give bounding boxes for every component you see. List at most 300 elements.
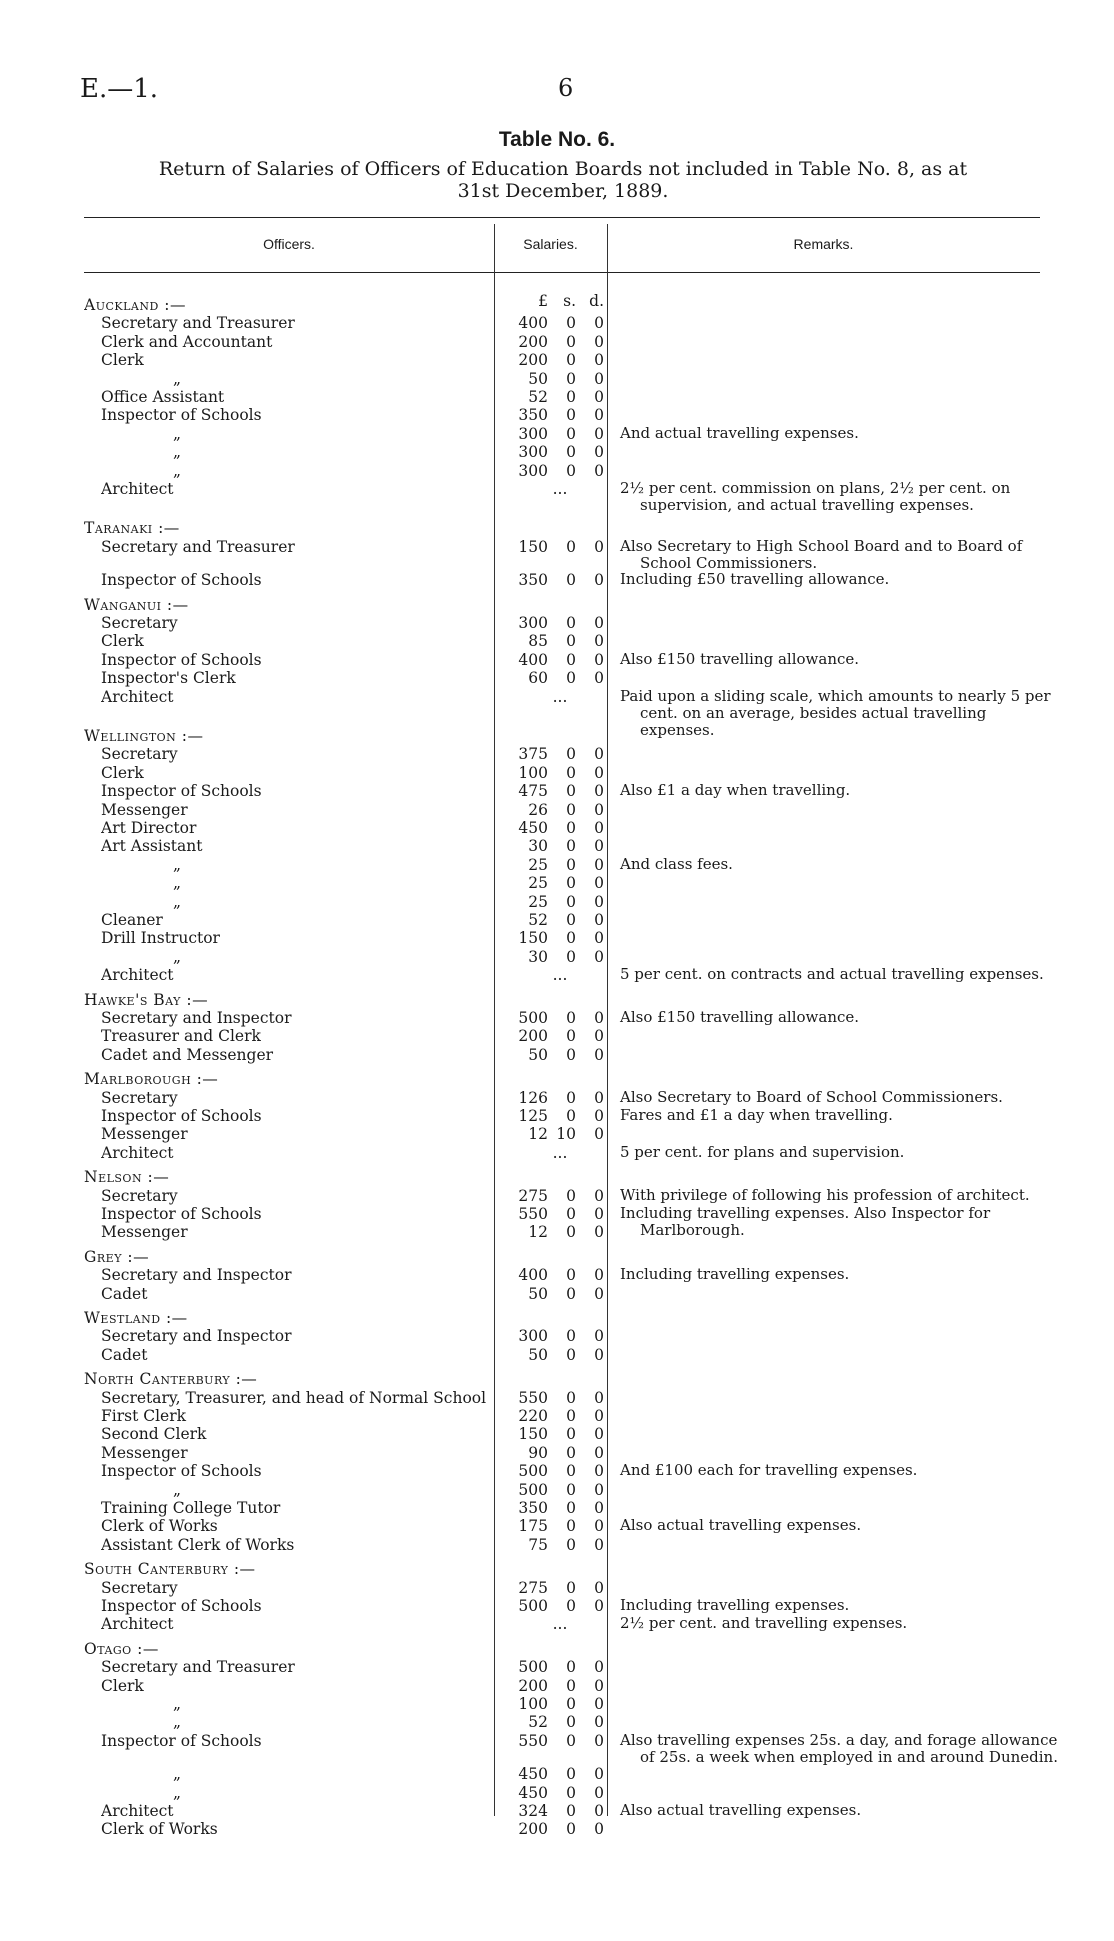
salary-pounds: 25 bbox=[528, 855, 548, 874]
salary-pounds: 450 bbox=[518, 1783, 548, 1802]
salary-pounds: 200 bbox=[518, 351, 548, 370]
column-header-remarks: Remarks. bbox=[793, 236, 854, 252]
salary-pounds: 275 bbox=[518, 1578, 548, 1597]
pence-header: d. bbox=[589, 292, 604, 310]
salary-pence: 0 bbox=[594, 1266, 604, 1285]
salary-pence: 0 bbox=[594, 1802, 604, 1820]
officer-title: Messenger bbox=[101, 1223, 188, 1242]
board-name: Auckland :— bbox=[84, 296, 186, 314]
salary-pounds: 375 bbox=[518, 745, 548, 764]
board-name: Wellington :— bbox=[84, 727, 204, 745]
salary-pounds: 150 bbox=[518, 1425, 548, 1444]
salary-pence: 0 bbox=[594, 819, 604, 837]
salary-shillings: 0 bbox=[566, 1327, 576, 1346]
salary-pence: 0 bbox=[594, 1765, 604, 1784]
officer-title: Inspector of Schools bbox=[101, 1731, 262, 1750]
salary-pence: 0 bbox=[594, 1597, 604, 1615]
salary-pounds: 12 bbox=[528, 1125, 548, 1144]
officer-title: Secretary bbox=[101, 745, 178, 764]
salary-pence: 0 bbox=[594, 800, 604, 819]
salary-pence: 0 bbox=[594, 1027, 604, 1046]
salary-pence: 0 bbox=[594, 1388, 604, 1407]
salary-pence: 0 bbox=[594, 614, 604, 632]
salary-pence: 0 bbox=[594, 855, 604, 874]
board-name: Otago :— bbox=[84, 1639, 159, 1658]
salary-pence: 0 bbox=[594, 537, 604, 556]
officer-title: „ bbox=[173, 369, 182, 388]
salary-pence: 0 bbox=[594, 571, 604, 590]
officer-title: Drill Instructor bbox=[101, 929, 220, 948]
officer-title: Art Director bbox=[101, 819, 197, 837]
officer-title: Inspector of Schools bbox=[101, 1205, 262, 1223]
salary-pounds: 200 bbox=[518, 1820, 548, 1839]
page-header bbox=[80, 74, 1040, 104]
salary-shillings: 0 bbox=[566, 443, 576, 462]
salary-pence: 0 bbox=[594, 650, 604, 669]
salary-shillings: 0 bbox=[566, 837, 576, 856]
salary-shillings: 10 bbox=[556, 1125, 576, 1144]
salary-pence: 0 bbox=[594, 351, 604, 370]
salary-shillings: 0 bbox=[566, 874, 576, 893]
salary-pounds: 220 bbox=[518, 1407, 548, 1425]
salary-shillings: 0 bbox=[566, 1578, 576, 1597]
title-line-1: Return of Salaries of Officers of Education Boards not included in Table No. 8, as at bbox=[158, 158, 968, 180]
remark-text: Paid upon a sliding scale, which amounts to nearly 5 per cent. on an average, besides actual travelling expenses. bbox=[620, 686, 1051, 739]
salary-pounds: 300 bbox=[518, 424, 548, 443]
salary-shillings: 0 bbox=[566, 1695, 576, 1713]
officer-title: „ bbox=[173, 461, 182, 480]
board-name: Marlborough :— bbox=[84, 1070, 219, 1089]
salary-pounds: 25 bbox=[528, 892, 548, 911]
salary-pounds: 50 bbox=[528, 1345, 548, 1364]
officer-title: „ bbox=[173, 1695, 182, 1713]
officer-title: „ bbox=[173, 1713, 182, 1732]
officer-title: First Clerk bbox=[101, 1407, 187, 1425]
document-code: E.—1. bbox=[80, 74, 159, 104]
column-divider-2 bbox=[607, 224, 608, 1816]
salary-shillings: 0 bbox=[566, 1820, 576, 1839]
shillings-header: s. bbox=[563, 292, 576, 310]
officer-title: Inspector of Schools bbox=[101, 1462, 262, 1481]
officer-title: Secretary bbox=[101, 1186, 178, 1205]
salary-pence: 0 bbox=[594, 911, 604, 929]
salary-pounds: 52 bbox=[528, 388, 548, 406]
officer-title: Secretary and Treasurer bbox=[101, 537, 295, 556]
table-title bbox=[86, 158, 1040, 202]
salary-pence: 0 bbox=[594, 1820, 604, 1839]
officer-title: Clerk of Works bbox=[101, 1820, 218, 1839]
officer-title: „ bbox=[173, 1765, 182, 1784]
salary-pounds: 175 bbox=[518, 1517, 548, 1536]
officer-title: Treasurer and Clerk bbox=[101, 1027, 261, 1046]
salary-shillings: 0 bbox=[566, 1088, 576, 1107]
salary-shillings: 0 bbox=[566, 1205, 576, 1223]
officer-title: Secretary bbox=[101, 1088, 178, 1107]
officer-title: Secretary and Inspector bbox=[101, 1327, 292, 1346]
salary-pounds: 500 bbox=[518, 1658, 548, 1677]
salary-shillings: 0 bbox=[566, 1462, 576, 1481]
salary-shillings: 0 bbox=[566, 571, 576, 590]
salary-pence: 0 bbox=[594, 745, 604, 764]
salary-pence: 0 bbox=[594, 1009, 604, 1027]
officer-title: „ bbox=[173, 874, 182, 893]
salary-shillings: 0 bbox=[566, 650, 576, 669]
salary-pounds: 60 bbox=[528, 669, 548, 688]
title-line-2: 31st December, 1889. bbox=[457, 180, 669, 202]
salary-pounds: 50 bbox=[528, 1045, 548, 1064]
officer-title: Secretary and Inspector bbox=[101, 1266, 292, 1285]
salary-pence: 0 bbox=[594, 1205, 604, 1223]
officer-title: „ bbox=[173, 892, 182, 911]
salary-pounds: 450 bbox=[518, 819, 548, 837]
salary-not-stated: ... bbox=[552, 966, 568, 985]
salary-pence: 0 bbox=[594, 837, 604, 856]
salary-pence: 0 bbox=[594, 1499, 604, 1517]
officer-title: Secretary and Inspector bbox=[101, 1009, 292, 1027]
salary-pounds: 400 bbox=[518, 1266, 548, 1285]
salary-shillings: 0 bbox=[566, 800, 576, 819]
salary-shillings: 0 bbox=[566, 1731, 576, 1750]
salary-pounds: 150 bbox=[518, 537, 548, 556]
officer-title: Architect bbox=[101, 1143, 174, 1162]
salary-shillings: 0 bbox=[566, 1266, 576, 1285]
officer-title: „ bbox=[173, 855, 182, 874]
officer-title: Secretary bbox=[101, 614, 178, 632]
salary-pounds: 50 bbox=[528, 369, 548, 388]
officer-title: Inspector's Clerk bbox=[101, 669, 236, 688]
board-name: Wanganui :— bbox=[84, 595, 189, 614]
salary-pence: 0 bbox=[594, 1462, 604, 1481]
salary-shillings: 0 bbox=[566, 406, 576, 425]
salary-pence: 0 bbox=[594, 1045, 604, 1064]
officer-title: Clerk bbox=[101, 351, 144, 370]
salary-pounds: 400 bbox=[518, 650, 548, 669]
salary-pence: 0 bbox=[594, 406, 604, 425]
salary-shillings: 0 bbox=[566, 1499, 576, 1517]
salary-pence: 0 bbox=[594, 461, 604, 480]
remark-text: 2½ per cent. commission on plans, 2½ per cent. on supervision, and actual travelling expenses. bbox=[620, 479, 1011, 514]
salary-shillings: 0 bbox=[566, 1009, 576, 1027]
salary-shillings: 0 bbox=[566, 1517, 576, 1536]
salary-shillings: 0 bbox=[566, 1535, 576, 1554]
officer-title: Clerk bbox=[101, 1676, 144, 1695]
salary-pounds: 324 bbox=[518, 1802, 548, 1820]
remark-text: Fares and £1 a day when travelling. bbox=[620, 1106, 893, 1124]
salary-shillings: 0 bbox=[566, 1345, 576, 1364]
salary-pounds: 150 bbox=[518, 929, 548, 948]
salary-shillings: 0 bbox=[566, 632, 576, 651]
salary-shillings: 0 bbox=[566, 669, 576, 688]
officer-title: Inspector of Schools bbox=[101, 571, 262, 590]
salary-pounds: 85 bbox=[528, 632, 548, 651]
salary-shillings: 0 bbox=[566, 351, 576, 370]
salary-pence: 0 bbox=[594, 892, 604, 911]
salary-pounds: 26 bbox=[528, 800, 548, 819]
salary-pounds: 300 bbox=[518, 443, 548, 462]
officer-title: Architect bbox=[101, 1615, 174, 1634]
officer-title: Messenger bbox=[101, 1443, 188, 1462]
salary-pounds: 200 bbox=[518, 332, 548, 351]
salary-shillings: 0 bbox=[566, 1388, 576, 1407]
salary-pounds: 500 bbox=[518, 1462, 548, 1481]
salary-shillings: 0 bbox=[566, 1765, 576, 1784]
officer-title: „ bbox=[173, 1783, 182, 1802]
officer-title: Training College Tutor bbox=[101, 1499, 281, 1517]
salary-pounds: 200 bbox=[518, 1676, 548, 1695]
salary-pence: 0 bbox=[594, 369, 604, 388]
officer-title: Second Clerk bbox=[101, 1425, 207, 1444]
salary-pounds: 100 bbox=[518, 763, 548, 782]
salary-shillings: 0 bbox=[566, 1658, 576, 1677]
officer-title: Architect bbox=[101, 966, 174, 985]
salary-pounds: 125 bbox=[518, 1107, 548, 1125]
salary-pounds: 300 bbox=[518, 1327, 548, 1346]
officer-title: Clerk of Works bbox=[101, 1517, 218, 1536]
officer-title: Architect bbox=[101, 480, 174, 498]
salary-not-stated: ... bbox=[552, 480, 568, 498]
salary-pounds: 300 bbox=[518, 461, 548, 480]
salary-shillings: 0 bbox=[566, 332, 576, 351]
board-name: South Canterbury :— bbox=[84, 1560, 256, 1579]
salary-pence: 0 bbox=[594, 1713, 604, 1732]
salary-shillings: 0 bbox=[566, 388, 576, 406]
salary-pence: 0 bbox=[594, 929, 604, 948]
remark-text: Including £50 travelling allowance. bbox=[620, 570, 890, 589]
board-name: North Canterbury :— bbox=[84, 1370, 258, 1389]
salary-pounds: 50 bbox=[528, 1284, 548, 1303]
officer-title: Architect bbox=[101, 1802, 174, 1820]
page-number: 6 bbox=[558, 74, 574, 102]
salary-shillings: 0 bbox=[566, 1676, 576, 1695]
salary-shillings: 0 bbox=[566, 1223, 576, 1242]
salary-pounds: 52 bbox=[528, 1713, 548, 1732]
salary-pounds: 30 bbox=[528, 837, 548, 856]
salary-pence: 0 bbox=[594, 1443, 604, 1462]
officer-title: Cadet bbox=[101, 1345, 148, 1364]
salary-pence: 0 bbox=[594, 1284, 604, 1303]
officer-title: Cadet and Messenger bbox=[101, 1045, 274, 1064]
officer-title: Inspector of Schools bbox=[101, 1107, 262, 1125]
officer-title: Secretary and Treasurer bbox=[101, 1658, 295, 1677]
salary-pence: 0 bbox=[594, 1658, 604, 1677]
salary-pounds: 550 bbox=[518, 1388, 548, 1407]
salary-pence: 0 bbox=[594, 1425, 604, 1444]
salary-pounds: 450 bbox=[518, 1765, 548, 1784]
officer-title: „ bbox=[173, 443, 182, 462]
salary-pounds: 350 bbox=[518, 571, 548, 590]
salary-shillings: 0 bbox=[566, 1425, 576, 1444]
salary-pounds: 75 bbox=[528, 1535, 548, 1554]
salary-shillings: 0 bbox=[566, 819, 576, 837]
salary-shillings: 0 bbox=[566, 314, 576, 333]
salary-pounds: 126 bbox=[518, 1088, 548, 1107]
top-rule bbox=[84, 217, 1040, 218]
salary-shillings: 0 bbox=[566, 1284, 576, 1303]
salary-shillings: 0 bbox=[566, 855, 576, 874]
salary-shillings: 0 bbox=[566, 1713, 576, 1732]
salary-shillings: 0 bbox=[566, 745, 576, 764]
salary-shillings: 0 bbox=[566, 782, 576, 801]
salary-not-stated: ... bbox=[552, 687, 568, 706]
salary-pence: 0 bbox=[594, 443, 604, 462]
salary-pence: 0 bbox=[594, 1186, 604, 1205]
salary-shillings: 0 bbox=[566, 1186, 576, 1205]
officer-title: Cleaner bbox=[101, 911, 163, 929]
salary-shillings: 0 bbox=[566, 1407, 576, 1425]
salary-pence: 0 bbox=[594, 632, 604, 651]
salary-shillings: 0 bbox=[566, 369, 576, 388]
salary-pounds: 52 bbox=[528, 911, 548, 929]
salary-shillings: 0 bbox=[566, 1802, 576, 1820]
officer-title: „ bbox=[173, 424, 182, 443]
remark-text: Also £150 travelling allowance. bbox=[620, 1008, 860, 1026]
salary-shillings: 0 bbox=[566, 1045, 576, 1064]
board-name: Grey :— bbox=[84, 1247, 150, 1266]
salary-pence: 0 bbox=[594, 388, 604, 406]
salary-pence: 0 bbox=[594, 1480, 604, 1499]
salary-shillings: 0 bbox=[566, 1027, 576, 1046]
salary-pounds: 550 bbox=[518, 1731, 548, 1750]
salary-pence: 0 bbox=[594, 947, 604, 966]
salary-shillings: 0 bbox=[566, 1443, 576, 1462]
salary-shillings: 0 bbox=[566, 911, 576, 929]
salary-pence: 0 bbox=[594, 1088, 604, 1107]
officer-title: Art Assistant bbox=[101, 837, 203, 856]
remark-text: Also £150 travelling allowance. bbox=[620, 649, 860, 668]
officer-title: Messenger bbox=[101, 800, 188, 819]
salary-shillings: 0 bbox=[566, 1107, 576, 1125]
remark-text: Also actual travelling expenses. bbox=[620, 1801, 862, 1819]
salary-shillings: 0 bbox=[566, 1597, 576, 1615]
salary-pence: 0 bbox=[594, 1535, 604, 1554]
salary-shillings: 0 bbox=[566, 1480, 576, 1499]
salary-pence: 0 bbox=[594, 1731, 604, 1750]
remark-text: 5 per cent. for plans and supervision. bbox=[620, 1142, 905, 1161]
officer-title: Architect bbox=[101, 687, 174, 706]
salary-pounds: 30 bbox=[528, 947, 548, 966]
salary-not-stated: ... bbox=[552, 1615, 568, 1634]
board-name: Westland :— bbox=[84, 1309, 188, 1327]
salary-pounds: 25 bbox=[528, 874, 548, 893]
salary-pounds: 475 bbox=[518, 782, 548, 801]
remark-text: Also Secretary to Board of School Commissioners. bbox=[620, 1087, 1003, 1106]
salary-shillings: 0 bbox=[566, 424, 576, 443]
remark-text: And actual travelling expenses. bbox=[620, 423, 859, 442]
salary-pence: 0 bbox=[594, 1223, 604, 1242]
salary-pence: 0 bbox=[594, 1517, 604, 1536]
remark-text: 5 per cent. on contracts and actual travelling expenses. bbox=[620, 965, 1044, 984]
pounds-header: £ bbox=[538, 292, 548, 310]
remark-text: 2½ per cent. and travelling expenses. bbox=[620, 1614, 908, 1633]
column-header-salaries: Salaries. bbox=[523, 236, 578, 252]
salary-pounds: 350 bbox=[518, 406, 548, 425]
officer-title: Inspector of Schools bbox=[101, 406, 262, 425]
salary-pence: 0 bbox=[594, 763, 604, 782]
salary-pence: 0 bbox=[594, 1327, 604, 1346]
salary-pence: 0 bbox=[594, 314, 604, 333]
officer-title: Inspector of Schools bbox=[101, 1597, 262, 1615]
remark-text: Also travelling expenses 25s. a day, and forage allowance of 25s. a week when employed in and around Dunedin. bbox=[620, 1730, 1058, 1766]
board-name: Nelson :— bbox=[84, 1168, 170, 1187]
officer-title: Office Assistant bbox=[101, 388, 225, 406]
salary-pence: 0 bbox=[594, 1578, 604, 1597]
officer-title: Assistant Clerk of Works bbox=[101, 1535, 295, 1554]
salary-pence: 0 bbox=[594, 1107, 604, 1125]
salary-pence: 0 bbox=[594, 669, 604, 688]
salary-pence: 0 bbox=[594, 874, 604, 893]
salary-pounds: 350 bbox=[518, 1499, 548, 1517]
board-name: Hawke's Bay :— bbox=[84, 990, 209, 1009]
header-rule bbox=[84, 272, 1040, 273]
remark-text: Also £1 a day when travelling. bbox=[620, 781, 851, 800]
salary-shillings: 0 bbox=[566, 1783, 576, 1802]
officer-title: Secretary, Treasurer, and head of Normal School bbox=[101, 1388, 487, 1407]
officer-title: Inspector of Schools bbox=[101, 782, 262, 801]
salary-not-stated: ... bbox=[552, 1143, 568, 1162]
salary-shillings: 0 bbox=[566, 947, 576, 966]
salary-pence: 0 bbox=[594, 1695, 604, 1713]
officer-title: Clerk and Accountant bbox=[101, 332, 273, 351]
table-number: Table No. 6. bbox=[498, 128, 616, 151]
remark-text: Also Secretary to High School Board and to Board of School Commissioners. bbox=[620, 536, 1023, 572]
officer-title: Clerk bbox=[101, 763, 144, 782]
salary-pounds: 550 bbox=[518, 1205, 548, 1223]
officer-title: Cadet bbox=[101, 1284, 148, 1303]
salary-pounds: 275 bbox=[518, 1186, 548, 1205]
salary-pence: 0 bbox=[594, 1125, 604, 1144]
salary-pence: 0 bbox=[594, 332, 604, 351]
remark-text: And class fees. bbox=[620, 854, 733, 873]
salary-shillings: 0 bbox=[566, 537, 576, 556]
officer-title: Clerk bbox=[101, 632, 144, 651]
salary-pounds: 500 bbox=[518, 1009, 548, 1027]
remark-text: Also actual travelling expenses. bbox=[620, 1516, 862, 1535]
salary-pounds: 200 bbox=[518, 1027, 548, 1046]
remark-text: Including travelling expenses. bbox=[620, 1265, 850, 1284]
officer-title: „ bbox=[173, 1480, 182, 1499]
salary-shillings: 0 bbox=[566, 929, 576, 948]
salary-pence: 0 bbox=[594, 1676, 604, 1695]
salary-pence: 0 bbox=[594, 1345, 604, 1364]
salary-shillings: 0 bbox=[566, 892, 576, 911]
salary-pounds: 100 bbox=[518, 1695, 548, 1713]
salary-pence: 0 bbox=[594, 1783, 604, 1802]
salary-pounds: 12 bbox=[528, 1223, 548, 1242]
salary-pence: 0 bbox=[594, 1407, 604, 1425]
officer-title: Secretary bbox=[101, 1578, 178, 1597]
officer-title: „ bbox=[173, 947, 182, 966]
column-header-officers: Officers. bbox=[263, 236, 315, 252]
officer-title: Secretary and Treasurer bbox=[101, 314, 295, 333]
remark-text: And £100 each for travelling expenses. bbox=[620, 1461, 918, 1480]
salary-shillings: 0 bbox=[566, 763, 576, 782]
salary-pence: 0 bbox=[594, 782, 604, 801]
officer-title: Inspector of Schools bbox=[101, 650, 262, 669]
salary-pounds: 500 bbox=[518, 1597, 548, 1615]
remark-text: Including travelling expenses. Also Inspector for Marlborough. bbox=[620, 1204, 991, 1239]
officer-title: Messenger bbox=[101, 1125, 188, 1144]
salary-pence: 0 bbox=[594, 424, 604, 443]
board-name: Taranaki :— bbox=[84, 519, 180, 538]
salary-pounds: 300 bbox=[518, 614, 548, 632]
salary-shillings: 0 bbox=[566, 614, 576, 632]
salary-pounds: 500 bbox=[518, 1480, 548, 1499]
salary-pounds: 90 bbox=[528, 1443, 548, 1462]
salary-pounds: 400 bbox=[518, 314, 548, 333]
salary-shillings: 0 bbox=[566, 461, 576, 480]
remark-text: Including travelling expenses. bbox=[620, 1596, 850, 1614]
remark-text: With privilege of following his profession of architect. bbox=[620, 1185, 1030, 1204]
